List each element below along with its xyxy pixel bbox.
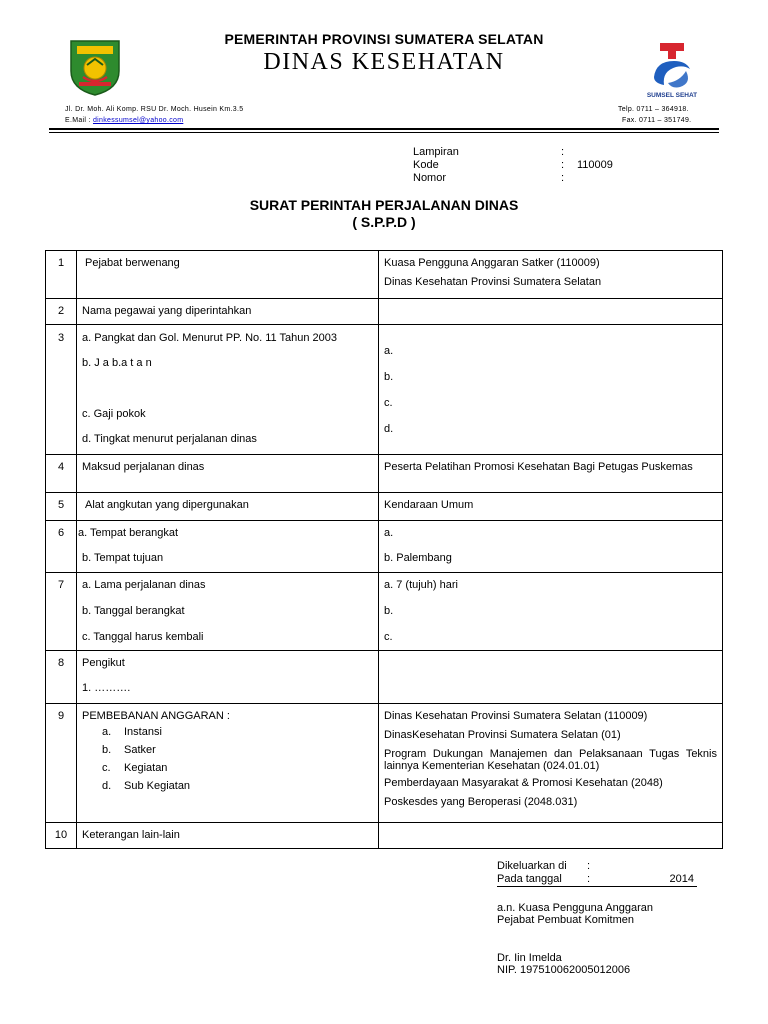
telephone: Telp. 0711 – 364918. (618, 106, 689, 113)
list-item: a. Instansi (102, 726, 162, 738)
date-colon: : (587, 873, 591, 885)
sumsel-sehat-logo-icon (640, 39, 704, 99)
budget-item-list (82, 726, 373, 798)
signatory-nip: NIP. 197510062005012006 (497, 964, 631, 976)
row-label (77, 521, 379, 573)
logo-caption: SUMSEL SEHAT (646, 92, 698, 99)
header-rule-thick (49, 128, 719, 130)
sub-value: d. (384, 423, 394, 435)
sub-label: b. J a b.a t a n (82, 357, 152, 369)
lampiran-value (577, 146, 613, 159)
row-label (77, 325, 379, 455)
sub-label: a. Pangkat dan Gol. Menurut PP. No. 11 Tahun 2003 (82, 332, 338, 344)
list-item: c. Kegiatan (102, 762, 168, 774)
row-label: Pejabat berwenang (77, 251, 379, 299)
email-link[interactable]: dinkessumsel@yahoo.com (92, 117, 184, 124)
value-line: Kuasa Pengguna Anggaran Satker (110009) (384, 257, 600, 269)
address-line: Jl. Dr. Moh. Ali Komp. RSU Dr. Moch. Husein Km.3.5 (65, 106, 244, 113)
sub-value: b. Palembang (384, 552, 452, 564)
department-heading: DINAS KESEHATAN (263, 49, 505, 75)
sub-label: Pengikut (82, 657, 125, 669)
sub-label: b. Tempat tujuan (82, 552, 164, 564)
sub-value: Dinas Kesehatan Provinsi Sumatera Selatan (110009) (384, 710, 648, 722)
sub-label: PEMBEBANAN ANGGARAN : (82, 710, 230, 722)
sub-value: a. 7 (tujuh) hari (384, 579, 458, 591)
sub-label: c. Tanggal harus kembali (82, 631, 204, 643)
sub-value: c. (384, 397, 393, 409)
nomor-colon: : (561, 172, 565, 184)
email-label: E.Mail : (65, 117, 93, 124)
sub-label: d. Tingkat menurut perjalanan dinas (82, 433, 257, 445)
row-value (379, 251, 723, 299)
row-value (379, 573, 723, 651)
sub-value: c. (384, 631, 393, 643)
province-heading: PEMERINTAH PROVINSI SUMATERA SELATAN (224, 31, 544, 47)
nomor-value (577, 172, 613, 185)
sub-value: a. (384, 527, 394, 539)
row-value (379, 651, 723, 704)
kode-value: 110009 (577, 159, 613, 171)
table-row (46, 251, 723, 299)
row-label (77, 704, 379, 823)
row-value (379, 823, 723, 849)
row-value (379, 521, 723, 573)
sub-value: Pemberdayaan Masyarakat & Promosi Kesehatan (2048) (384, 777, 663, 789)
fax: Fax. 0711 – 351749. (622, 117, 692, 124)
row-number: 10 (46, 823, 77, 849)
row-number: 7 (46, 573, 77, 651)
list-item: d. Sub Kegiatan (102, 780, 191, 792)
row-value: Peserta Pelatihan Promosi Kesehatan Bagi Petugas Puskemas (379, 455, 723, 493)
signatory-on-behalf: a.n. Kuasa Pengguna Anggaran (497, 902, 653, 914)
lampiran-colon: : (561, 146, 565, 158)
row-label: Nama pegawai yang diperintahkan (77, 299, 379, 325)
sub-value: Poskesdes yang Beroperasi (2048.031) (384, 796, 578, 808)
row-number: 8 (46, 651, 77, 704)
date-year: 2014 (669, 873, 694, 885)
row-value (379, 704, 723, 823)
row-number: 3 (46, 325, 77, 455)
signatory-name: Dr. Iin Imelda (497, 952, 562, 964)
row-number: 1 (46, 251, 77, 299)
sppd-table (45, 250, 723, 849)
value-line: Dinas Kesehatan Provinsi Sumatera Selatan (384, 276, 602, 288)
sub-label: a. Tempat berangkat (78, 527, 179, 539)
date-label: Pada tanggal (497, 873, 562, 885)
row-number: 2 (46, 299, 77, 325)
sub-value: b. (384, 371, 394, 383)
nomor-label: Nomor (413, 172, 447, 184)
table-row (46, 704, 723, 823)
table-row (46, 823, 723, 849)
issued-date (497, 873, 697, 887)
kode-colon: : (561, 159, 565, 171)
row-label: Alat angkutan yang dipergunakan (77, 493, 379, 521)
row-number: 5 (46, 493, 77, 521)
row-number: 9 (46, 704, 77, 823)
header-rule-thin (49, 132, 719, 133)
row-value (379, 325, 723, 455)
sub-value: b. (384, 605, 394, 617)
table-row (46, 573, 723, 651)
row-value (379, 299, 723, 325)
issued-colon: : (587, 860, 591, 872)
signatory-role: Pejabat Pembuat Komitmen (497, 914, 634, 926)
sub-label: c. Gaji pokok (82, 408, 146, 420)
issued-at (497, 860, 590, 873)
kode-label: Kode (413, 159, 439, 171)
document-title: SURAT PERINTAH PERJALANAN DINAS (249, 197, 519, 213)
row-value: Kendaraan Umum (379, 493, 723, 521)
list-item: b. Satker (102, 744, 156, 756)
table-row (46, 299, 723, 325)
sub-value: DinasKesehatan Provinsi Sumatera Selatan (01) (384, 729, 621, 741)
sub-value: a. (384, 345, 394, 357)
table-row (46, 325, 723, 455)
letter-meta (413, 146, 613, 185)
row-number: 6 (46, 521, 77, 573)
table-row (46, 455, 723, 493)
table-row (46, 493, 723, 521)
row-number: 4 (46, 455, 77, 493)
document-subtitle: ( S.P.P.D ) (352, 214, 416, 230)
email-line (65, 117, 183, 124)
row-label (77, 573, 379, 651)
lampiran-label: Lampiran (413, 146, 459, 158)
sub-label: b. Tanggal berangkat (82, 605, 185, 617)
table-row (46, 651, 723, 704)
row-label: Keterangan lain-lain (77, 823, 379, 849)
row-label: Maksud perjalanan dinas (77, 455, 379, 493)
sub-value: Program Dukungan Manajemen dan Pelaksanaan Tugas Teknis lainnya Kementerian Kesehatan (024.01.01) (384, 748, 717, 772)
row-label (77, 651, 379, 704)
table-row (46, 521, 723, 573)
sub-label: a. Lama perjalanan dinas (82, 579, 206, 591)
issued-label: Dikeluarkan di (497, 860, 567, 872)
sub-label: 1. ………. (82, 682, 131, 694)
